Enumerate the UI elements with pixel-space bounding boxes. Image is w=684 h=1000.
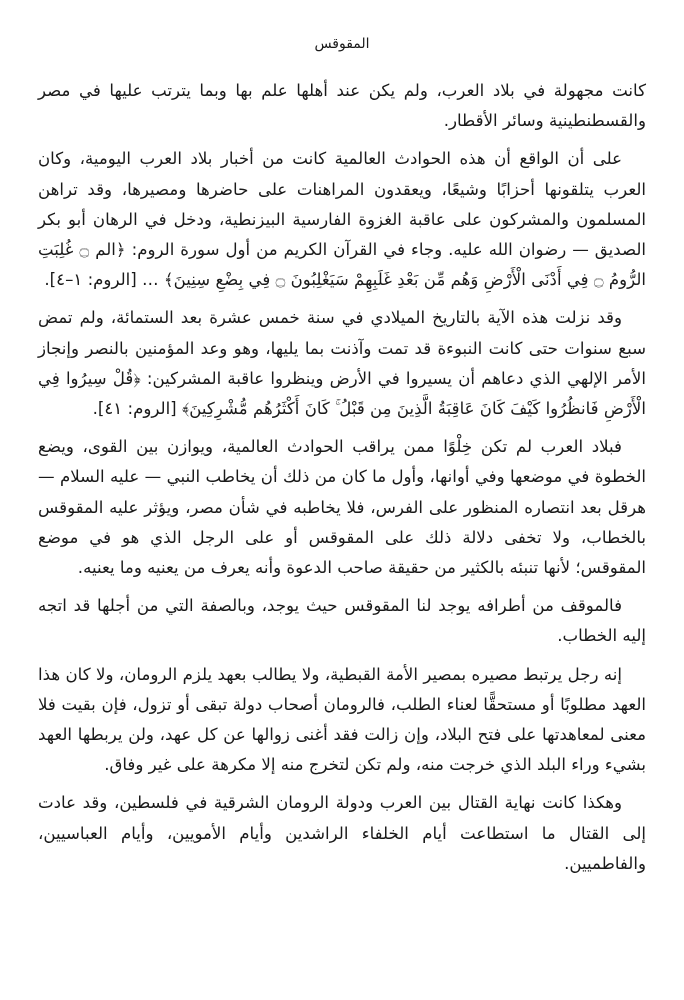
verse-citation: [الروم: ٤١]. [92, 399, 182, 419]
paragraph [38, 144, 646, 295]
body-text [38, 76, 646, 887]
paragraph: وهكذا كانت نهاية القتال بين العرب ودولة الرومان الشرقية في فلسطين، وقد عادت إلى القتال ما استطاعت أيام الخلفاء الراشدين وأيام الأمويين، وأيام العباسيين، والفاطميين. [38, 793, 646, 873]
paragraph-text: على أن الواقع أن هذه الحوادث العالمية كانت من أخبار بلاد العرب اليومية، وكان العرب يتلقونها أحزابًا وشيعًا، ويعقدون المراهنات على حاضرها ومصيرها، وقد تراهن المسلمون والمشركون على عاقبة الغزوة الفارسية البيزنطية، ودخل في الرهان أبو بكر الصديق — رضوان الله عليه. وجاء في القرآن الكريم من أول سورة الروم: [38, 149, 646, 260]
running-head: المقوقس [314, 36, 370, 52]
paragraph-text: وقد نزلت هذه الآية بالتاريخ الميلادي في سنة خمس عشرة بعد الستمائة، ولم تمض سبع سنوات حتى كانت النبوءة قد تمت وآذنت بما يليها، وهو وعد المؤمنين بالنصر وإنجاز الأمر الإلهي الذي دعاهم أن يسيروا في الأرض وينظروا عاقبة المشركين: [38, 308, 646, 388]
paragraph: فالموقف من أطرافه يوجد لنا المقوقس حيث يوجد، وبالصفة التي من أجلها قد اتجه إليه الخطاب. [38, 596, 646, 646]
paragraph [38, 303, 646, 424]
verse-citation: … [الروم: ١–٤]. [44, 270, 164, 290]
paragraph: كانت مجهولة في بلاد العرب، ولم يكن عند أهلها علم بها وبما يترتب عليها في مصر والقسطنطينية وسائر الأقطار. [38, 81, 646, 131]
quran-verse: ﴿قُلْ سِيرُوا فِي الْأَرْضِ فَانظُرُوا كَيْفَ كَانَ عَاقِبَةُ الَّذِينَ مِن قَبْلُ ۚ كَانَ أَكْثَرُهُم مُّشْرِكِينَ﴾ [38, 368, 646, 419]
paragraph: إنه رجل يرتبط مصيره بمصير الأمة القبطية، ولا يطالب بعهد يلزم الرومان، ولا كان هذا العهد مطلوبًا أو مستحقًّا لعناء الطلب، فالرومان أصحاب دولة تبقى أو تزول، فإن بقيت فلا معنى لمعاهدتها على فتح البلاد، وإن زالت فقد أغنى زوالها عن كل عهد، ولن يربطها العهد بشيء وراء البلد الذي خرجت منه، ولم تكن لتخرج منه إلا مكرهة على غير وفاق. [38, 664, 646, 775]
paragraph: فبلاد العرب لم تكن خِلْوًا ممن يراقب الحوادث العالمية، ويوازن بين القوى، ويضع الخطوة في موضعها وفي أوانها، وأول ما كان من ذلك أن يخاطب النبي — عليه السلام — هرقل بعد انتصاره المنظور على الفرس، فلا يخاطبه في شأن مصر، ويؤثر عليه المقوقس بالخطاب، ولا تخفى دلالة ذلك على المقوقس أو على الرجل الذي هو في موضع المقوقس؛ لأنها تنبئه بالكثير من حقيقة صاحب الدعوة وأنه يعرف من يعنيه وما يعنيه. [38, 437, 646, 578]
quran-verse: ﴿الم ۝ غُلِبَتِ الرُّومُ ۝ فِي أَدْنَى الْأَرْضِ وَهُم مِّن بَعْدِ غَلَبِهِمْ سَيَغْلِبُونَ ۝ فِي بِضْعِ سِنِينَ﴾ [38, 240, 646, 290]
